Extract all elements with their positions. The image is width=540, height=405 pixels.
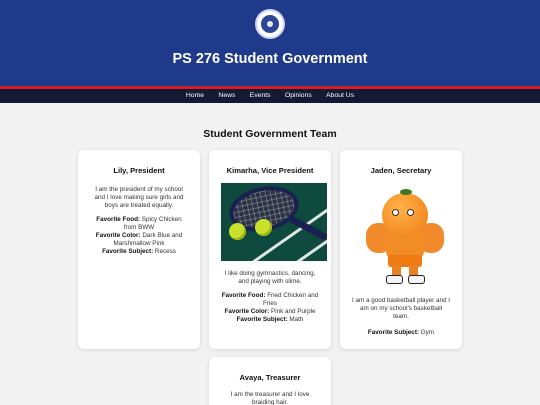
member-facts [221, 292, 319, 324]
nav-home[interactable]: Home [185, 92, 205, 99]
fact-favorite-subject: Favorite Subject: Recess [102, 248, 176, 255]
main-nav [0, 89, 540, 103]
member-card-jaden [340, 150, 462, 349]
fact-favorite-subject: Favorite Subject: Gym [367, 329, 435, 336]
site-header [0, 0, 540, 86]
member-name: Kimarha, Vice President [226, 166, 314, 175]
fact-favorite-color: Favorite Color: Dark Blue and Marshmallow Pink [95, 232, 183, 247]
fact-favorite-food: Favorite Food: Spicy Chicken from BWW [96, 216, 182, 231]
nav-news[interactable]: News [218, 92, 236, 99]
member-facts [352, 329, 450, 337]
member-name: Lily, President [113, 166, 165, 175]
nav-opinions[interactable]: Opinions [284, 92, 312, 99]
fact-favorite-color: Favorite Color: Pink and Purple [224, 308, 316, 315]
tennis-racket-and-balls-image [221, 183, 327, 261]
fact-favorite-food: Favorite Food: Fried Chicken and Fries [221, 292, 319, 307]
section-title: Student Government Team [203, 128, 337, 140]
site-title: PS 276 Student Government [172, 51, 368, 67]
school-seal-icon[interactable] [255, 9, 285, 39]
member-bio: I am the president of my school and I love making sure girls and boys are treated equally. [94, 186, 184, 209]
member-bio: I like doing gymnastics, dancing, and playing with slime. [224, 270, 316, 285]
nav-events[interactable]: Events [249, 92, 271, 99]
member-bio: I am a good basketball player and I am on my school's basketball team. [352, 297, 451, 320]
member-card-lily [78, 150, 200, 349]
nav-about-us[interactable]: About Us [326, 92, 355, 99]
member-card-kimarha [209, 150, 331, 349]
member-card-avaya [209, 357, 331, 405]
member-name: Avaya, Treasurer [239, 373, 301, 382]
member-name: Jaden, Secretary [370, 166, 432, 175]
muscular-orange-character-image [352, 183, 458, 289]
fact-favorite-subject: Favorite Subject: Math [236, 316, 304, 323]
member-facts [90, 216, 188, 256]
member-bio: I am the treasurer and I love braiding hair. [230, 391, 310, 405]
